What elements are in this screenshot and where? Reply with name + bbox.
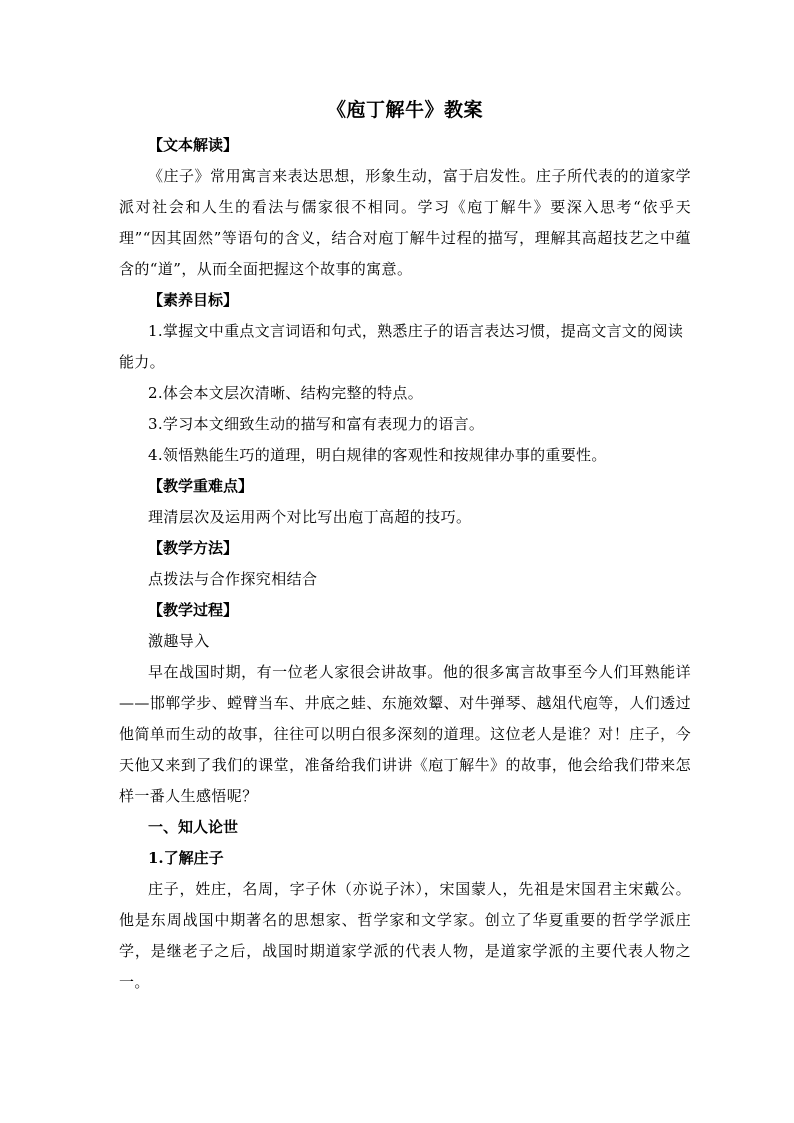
intro-label: 激趣导入 xyxy=(148,632,210,650)
document-content xyxy=(119,95,691,998)
section-heading-teaching-process: 【教学过程】 xyxy=(148,601,239,619)
section-heading-literacy-goals: 【素养目标】 xyxy=(148,291,239,309)
key-difficulties-paragraph: 理清层次及运用两个对比写出庖丁高超的技巧。 xyxy=(148,508,472,526)
document-title: 《庖丁解牛》教案 xyxy=(326,99,483,121)
teaching-methods-paragraph: 点拨法与合作探究相结合 xyxy=(148,570,318,588)
section-heading-teaching-methods: 【教学方法】 xyxy=(148,539,239,557)
sub-one-heading: 1.了解庄子 xyxy=(148,849,224,867)
intro-paragraph: 早在战国时期，有一位老人家很会讲故事。他的很多寓言故事至今人们耳熟能详——邯郸学步、螳臂当车、井底之蛙、东施效颦、对牛弹琴、越俎代庖等，人们透过他简单而生动的故事，往往可以明白很多深刻的道理。这位老人是谁？对！庄子，今天他又来到了我们的课堂，准备给我们讲讲《庖丁解牛》的故事，他会给我们带来怎样一番人生感悟呢？ xyxy=(119,663,691,805)
text-interpretation-paragraph: 《庄子》常用寓言来表达思想，形象生动，富于启发性。庄子所代表的的道家学派对社会和人生的看法与儒家很不相同。学习《庖丁解牛》要深入思考“依乎天理”“因其固然”等语句的含义，结合对庖丁解牛过程的描写，理解其高超技艺之中蕴含的“道”，从而全面把握这个故事的寓意。 xyxy=(119,167,692,278)
literacy-goal-item: 1.掌握文中重点文言词语和句式，熟悉庄子的语言表达习惯，提高文言文的阅读能力。 xyxy=(119,322,684,371)
part-one-heading: 一、知人论世 xyxy=(148,818,239,836)
section-heading-key-difficulties: 【教学重难点】 xyxy=(148,477,254,495)
literacy-goal-item: 3.学习本文细致生动的描写和富有表现力的语言。 xyxy=(148,415,485,433)
sub-one-paragraph: 庄子，姓庄，名周，字子休（亦说子沐），宋国蒙人，先祖是宋国君主宋戴公。他是东周战国中期著名的思想家、哲学家和文学家。创立了华夏重要的哲学学派庄学，是继老子之后，战国时期道家学派的代表人物，是道家学派的主要代表人物之一。 xyxy=(119,880,691,991)
literacy-goal-item: 2.体会本文层次清晰、结构完整的特点。 xyxy=(148,384,424,402)
literacy-goal-item: 4.领悟熟能生巧的道理，明白规律的客观性和按规律办事的重要性。 xyxy=(148,446,607,464)
section-heading-text-interpretation: 【文本解读】 xyxy=(148,136,239,154)
